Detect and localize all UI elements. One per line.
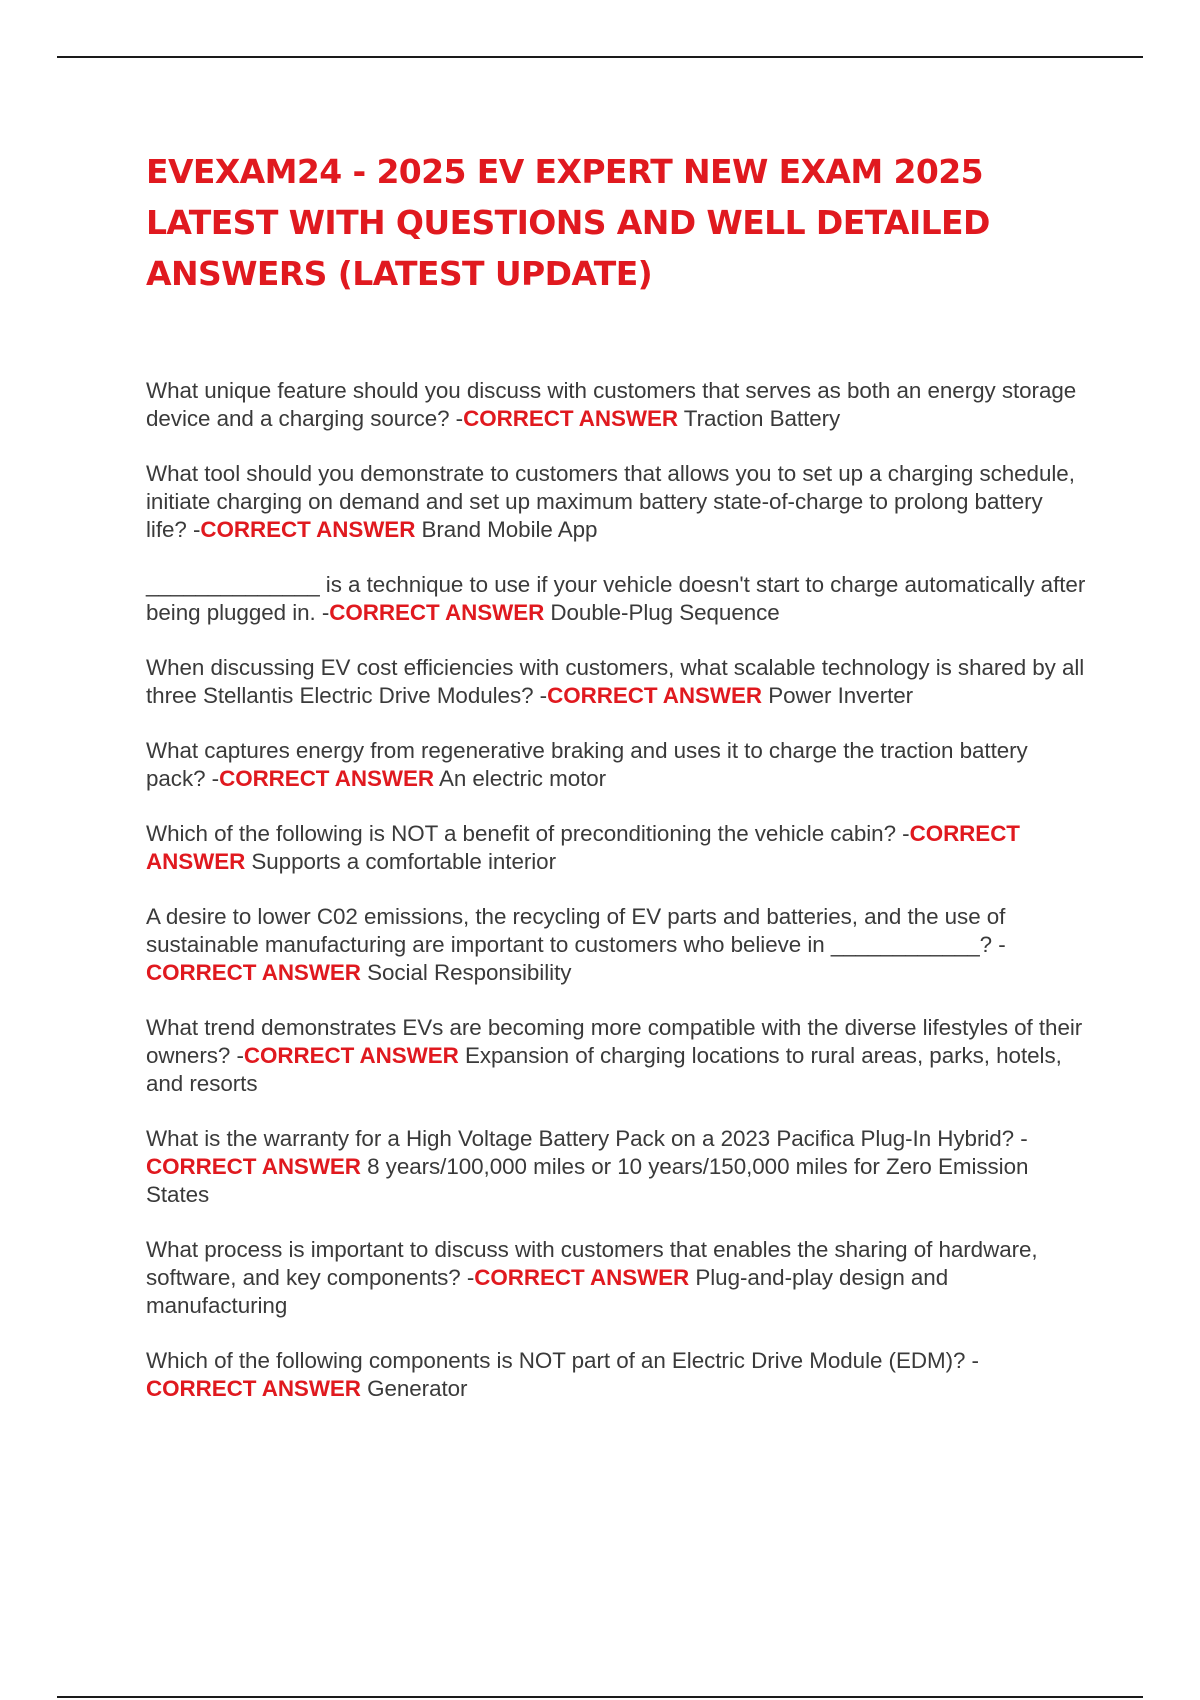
question-text: What tool should you demonstrate to customers that allows you to set up a charging schedule, initiate charging on demand and set up maximum battery state-of-charge to prolong battery life? -	[146, 461, 1075, 542]
answer-text: 8 years/100,000 miles or 10 years/150,000 miles for Zero Emission States	[146, 1154, 1029, 1207]
question-text: A desire to lower C02 emissions, the recycling of EV parts and batteries, and the use of sustainable manufacturing are important to customers who believe in ____________? -	[146, 904, 1006, 957]
question-text: What process is important to discuss with customers that enables the sharing of hardware, software, and key components? -	[146, 1237, 1038, 1290]
page-bottom-rule	[57, 1696, 1143, 1698]
qa-list	[146, 377, 1086, 1430]
correct-answer-marker: CORRECT ANSWER	[329, 600, 545, 625]
answer-text: An electric motor	[438, 766, 607, 791]
qa-item	[146, 1236, 1086, 1320]
qa-item	[146, 460, 1086, 544]
correct-answer-marker: CORRECT ANSWER	[146, 1376, 361, 1401]
correct-answer-marker: CORRECT ANSWER	[463, 406, 679, 431]
qa-item	[146, 571, 1086, 627]
correct-answer-marker: CORRECT ANSWER	[474, 1265, 690, 1290]
question-text: What trend demonstrates EVs are becoming more compatible with the diverse lifestyles of their owners? -	[146, 1015, 1083, 1068]
correct-answer-marker: CORRECT ANSWER	[146, 1154, 361, 1179]
qa-item	[146, 820, 1086, 876]
correct-answer-marker: CORRECT ANSWER	[146, 960, 361, 985]
correct-answer-marker: CORRECT ANSWER	[146, 821, 1020, 874]
answer-text: Generator	[367, 1376, 468, 1401]
question-text: Which of the following components is NOT part of an Electric Drive Module (EDM)? -	[146, 1348, 979, 1373]
qa-item	[146, 1014, 1086, 1098]
question-text: Which of the following is NOT a benefit of preconditioning the vehicle cabin? -	[146, 821, 910, 846]
qa-item	[146, 377, 1086, 433]
answer-text: Double-Plug Sequence	[550, 600, 780, 625]
qa-item	[146, 1347, 1086, 1403]
correct-answer-marker: CORRECT ANSWER	[219, 766, 434, 791]
qa-item	[146, 737, 1086, 793]
answer-text: Power Inverter	[768, 683, 914, 708]
correct-answer-marker: CORRECT ANSWER	[200, 517, 416, 542]
question-text: When discussing EV cost efficiencies with customers, what scalable technology is shared by all three Stellantis Electric Drive Modules? -	[146, 655, 1085, 708]
answer-text: Social Responsibility	[367, 960, 572, 985]
document-title: EVEXAM24 - 2025 EV EXPERT NEW EXAM 2025 LATEST WITH QUESTIONS AND WELL DETAILED ANSWERS (LATEST UPDATE)	[146, 152, 990, 293]
qa-item	[146, 654, 1086, 710]
answer-text: Supports a comfortable interior	[251, 849, 556, 874]
answer-text: Plug-and-play design and manufacturing	[146, 1265, 949, 1318]
question-text: What unique feature should you discuss with customers that serves as both an energy storage device and a charging source? -	[146, 378, 1077, 431]
question-text: What captures energy from regenerative braking and uses it to charge the traction battery pack? -	[146, 738, 1028, 791]
page-top-rule	[57, 56, 1143, 58]
question-text: ______________ is a technique to use if your vehicle doesn't start to charge automatically after being plugged in. -	[146, 572, 1086, 625]
answer-text: Traction Battery	[683, 406, 841, 431]
question-text: What is the warranty for a High Voltage Battery Pack on a 2023 Pacifica Plug-In Hybrid? -	[146, 1126, 1028, 1151]
answer-text: Expansion of charging locations to rural areas, parks, hotels, and resorts	[146, 1043, 1062, 1096]
answer-text: Brand Mobile App	[421, 517, 598, 542]
qa-item	[146, 903, 1086, 987]
correct-answer-marker: CORRECT ANSWER	[243, 1043, 459, 1068]
qa-item	[146, 1125, 1086, 1209]
correct-answer-marker: CORRECT ANSWER	[547, 683, 763, 708]
